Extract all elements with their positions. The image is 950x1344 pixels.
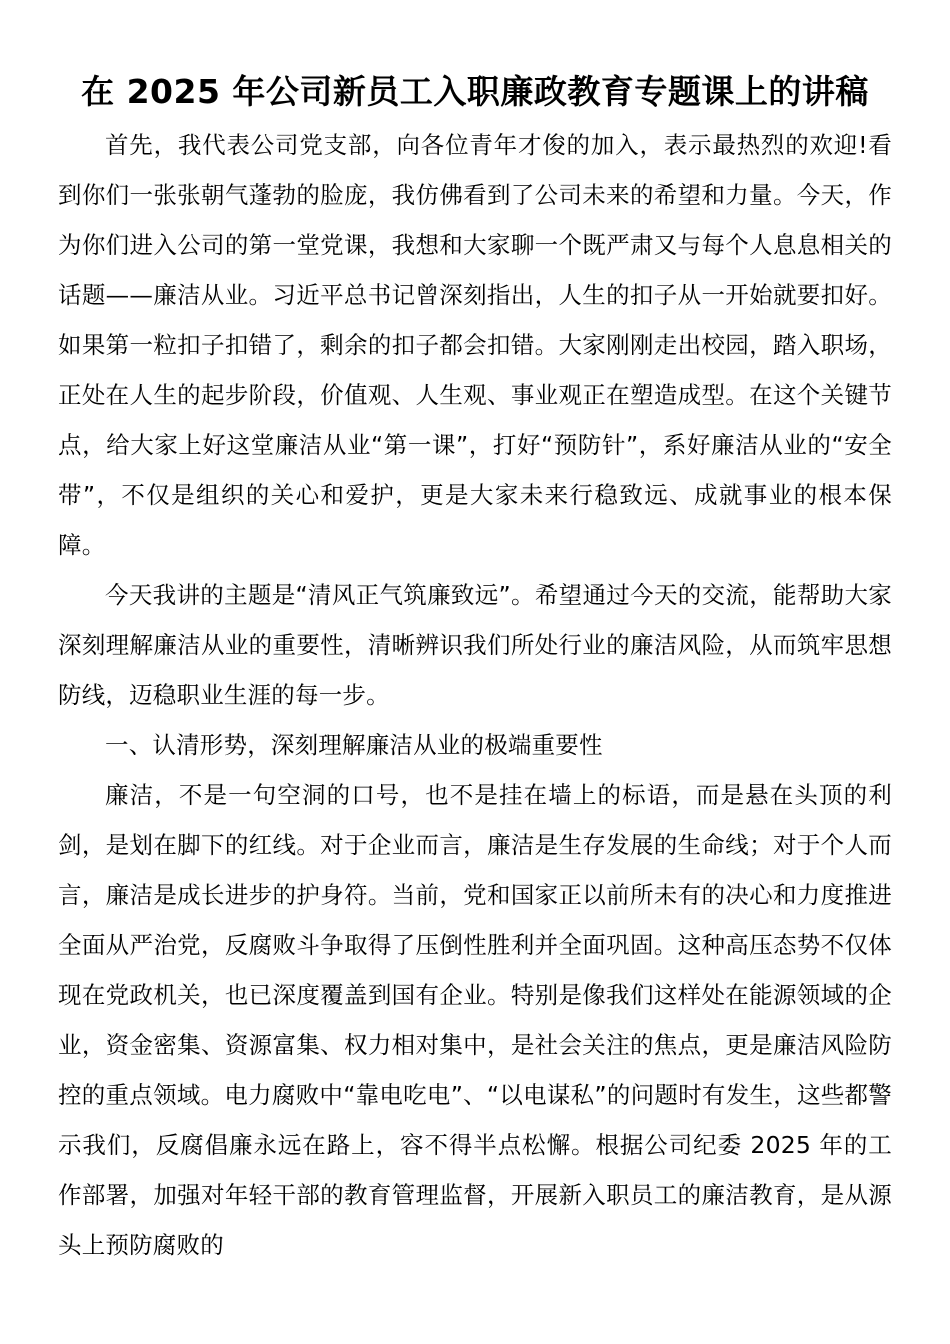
document-page — [58, 70, 892, 1270]
paragraph-welcome: 首先，我代表公司党支部，向各位青年才俊的加入，表示最热烈的欢迎!看到你们一张张朝气蓬勃的脸庞，我仿佛看到了公司未来的希望和力量。今天，作为你们进入公司的第一堂党课，我想和大家聊一个既严肃又与每个人息息相关的话题——廉洁从业。习近平总书记曾深刻指出，人生的扣子从一开始就要扣好。如果第一粒扣子扣错了，剩余的扣子都会扣错。大家刚刚走出校园，踏入职场，正处在人生的起步阶段，价值观、人生观、事业观正在塑造成型。在这个关键节点，给大家上好这堂廉洁从业“第一课”，打好“预防针”，系好廉洁从业的“安全带”，不仅是组织的关心和爱护，更是大家未来行稳致远、成就事业的根本保障。 — [58, 131, 892, 559]
section-heading-1: 一、认清形势，深刻理解廉洁从业的极端重要性 — [105, 731, 603, 759]
document-title: 在 2025 年公司新员工入职廉政教育专题课上的讲稿 — [81, 72, 869, 111]
paragraph-section-1-body: 廉洁，不是一句空洞的口号，也不是挂在墙上的标语，而是悬在头顶的利剑，是划在脚下的红线。对于企业而言，廉洁是生存发展的生命线；对于个人而言，廉洁是成长进步的护身符。当前，党和国家正以前所未有的决心和力度推进全面从严治党，反腐败斗争取得了压倒性胜利并全面巩固。这种高压态势不仅体现在党政机关，也已深度覆盖到国有企业。特别是像我们这样处在能源领域的企业，资金密集、资源富集、权力相对集中，是社会关注的焦点，更是廉洁风险防控的重点领域。电力腐败中“靠电吃电”、“以电谋私”的问题时有发生，这些都警示我们，反腐倡廉永远在路上，容不得半点松懈。根据公司纪委 2025 年的工作部署，加强对年轻干部的教育管理监督，开展新入职员工的廉洁教育，是从源头上预防腐败的 — [58, 781, 892, 1259]
paragraph-theme: 今天我讲的主题是“清风正气筑廉致远”。希望通过今天的交流，能帮助大家深刻理解廉洁从业的重要性，清晰辨识我们所处行业的廉洁风险，从而筑牢思想防线，迈稳职业生涯的每一步。 — [58, 581, 892, 709]
